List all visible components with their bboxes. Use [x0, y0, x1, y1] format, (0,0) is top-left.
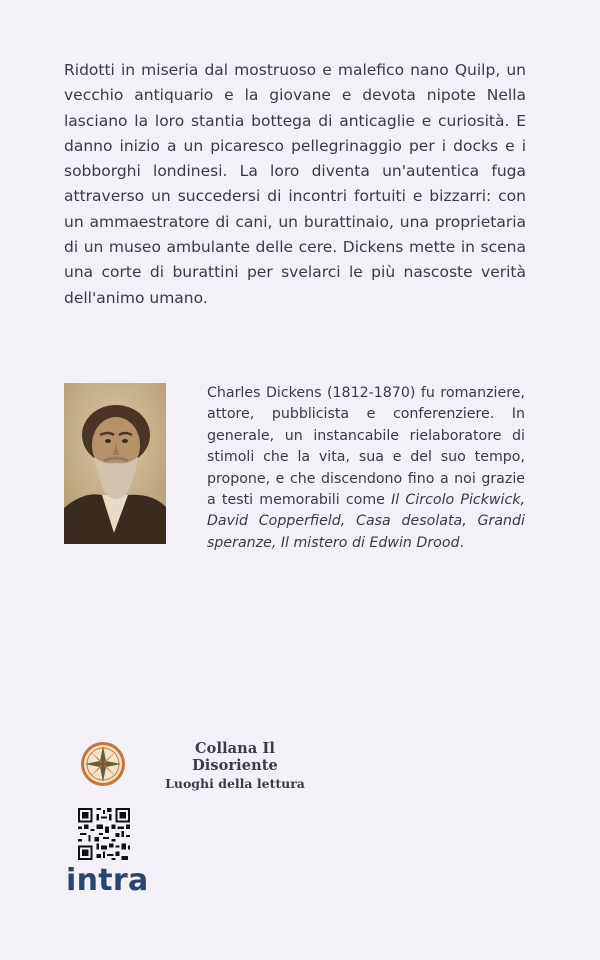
bio-end: .: [459, 534, 465, 551]
bio-works: Il Circolo Pickwick, David Copperfield, Casa desolata, Grandi speranze, Il mistero di Edwin Drood: [207, 492, 525, 551]
series-title: Collana Il Disoriente: [192, 740, 278, 774]
series-subtitle: Luoghi della lettura: [165, 776, 305, 791]
synopsis-paragraph: Ridotti in miseria dal mostruoso e malefico nano Quilp, un vecchio antiquario e la giovane e devota nipote Nella lasciano la loro stantia bottega di anticaglie e curiosità. E danno inizio a un picaresco pellegrinaggio per i docks e i sobborghi londinesi. La loro diventa un'autentica fuga attraverso un succedersi di incontri fortuiti e bizzarri: con un ammaestratore di cani, un burattinaio, una proprietaria di un museo ambulante delle cere. Dickens mette in scena una corte di burattini per svelarci le più nascoste verità dell'animo umano.: [64, 61, 526, 307]
bio-intro: Charles Dickens (1812-1870) fu romanziere, attore, pubblicista e conferenziere. In generale, un instancabile rielaboratore di stimoli che la vita, sua e del suo tempo, propone, e che discendono fino a noi grazie a testi memorabili come: [207, 385, 525, 509]
compass-rose-icon: [80, 741, 126, 787]
author-portrait: [64, 383, 166, 544]
qr-code-icon: [78, 808, 130, 860]
publisher-logo: intra: [66, 863, 149, 898]
series-block: [156, 740, 314, 791]
author-bio: [207, 383, 525, 554]
